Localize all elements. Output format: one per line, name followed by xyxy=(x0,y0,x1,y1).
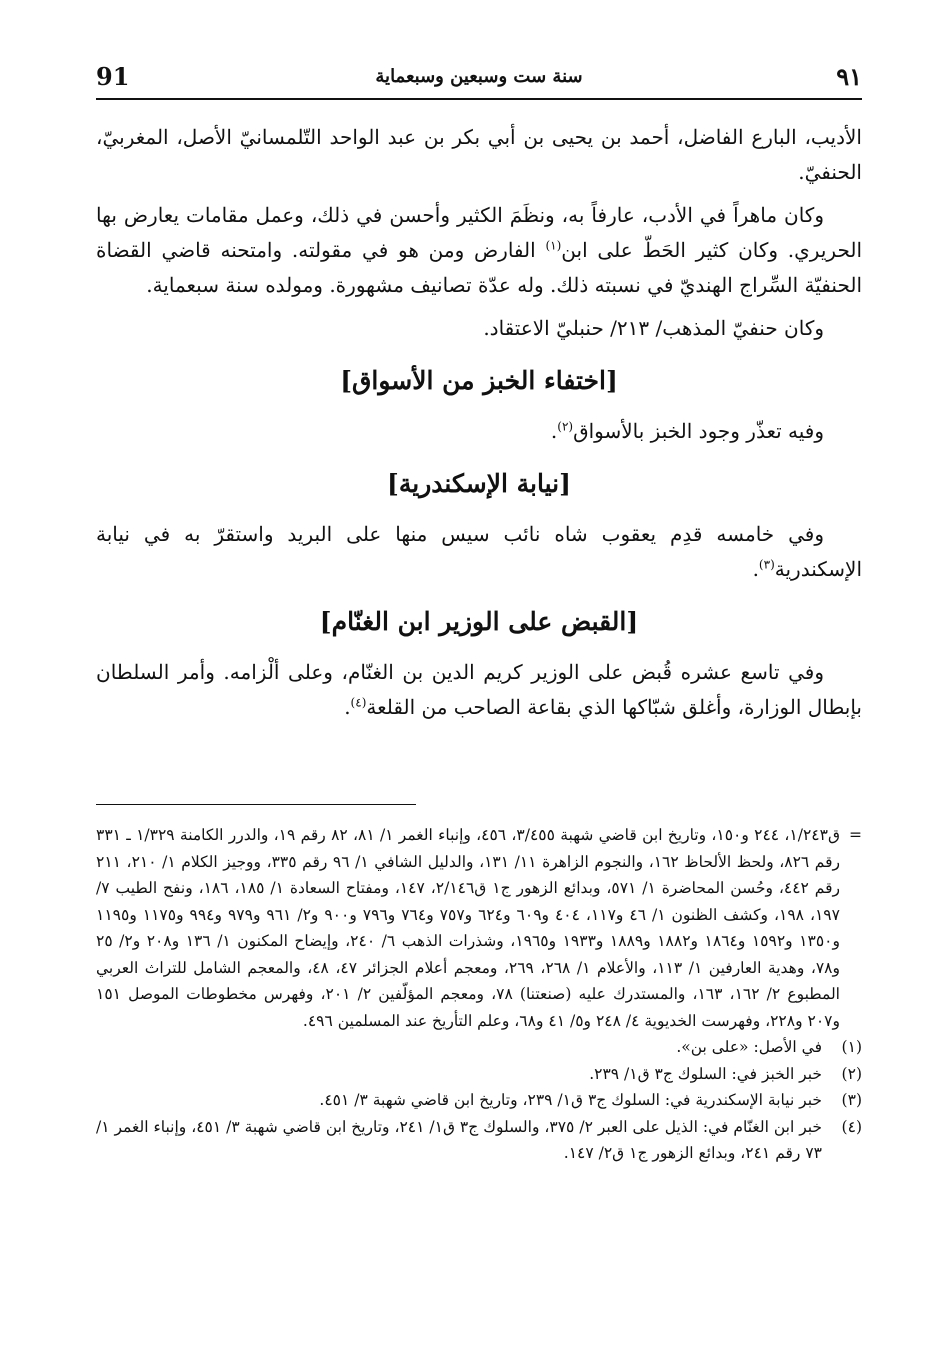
paragraph-biography-opening: الأديب، البارع الفاضل، أحمد بن يحيى بن أبي بكر بن عبد الواحد التّلمسانيّ الأصل، المغربيّ، الحنفيّ. xyxy=(96,125,862,184)
paragraph-bread xyxy=(96,414,862,449)
footnote-ref-3: (٣) xyxy=(758,557,775,572)
paragraph-biography-details xyxy=(96,198,862,303)
footnote-number: (٣) xyxy=(841,1091,862,1109)
footnote-ref-2: (٢) xyxy=(557,419,574,434)
footnotes xyxy=(96,822,862,1167)
paragraph-alexandria xyxy=(96,517,862,587)
paragraph-text: . xyxy=(344,695,351,719)
footnote-text: خبر الخبز في: السلوك ج٣ ق١/ ٢٣٩. xyxy=(589,1064,822,1083)
section-heading-alexandria: [نيابة الإسكندرية] xyxy=(387,469,571,498)
paragraph-text: الفارض ومن هو في مقولته. وامتحنه قاضي القضاة الحنفيّة السِّراج الهنديّ في نسبته ذلك. وله عدّة تصانيف مشهورة. ومولده سنة سبعماية. xyxy=(96,238,862,297)
page-number-latin: 91 xyxy=(96,62,130,91)
footnote-text: في الأصل: «على بن». xyxy=(676,1038,822,1056)
footnote-number: (٢) xyxy=(841,1064,862,1083)
paragraph-text: وفيه تعذّر وجود الخبز بالأسواق xyxy=(573,419,824,443)
footnote-number: (١) xyxy=(841,1038,862,1056)
paragraph-text: . xyxy=(550,419,558,443)
paragraph-vizier xyxy=(96,655,862,725)
paragraph-text: وفي خامسه قدِم يعقوب شاه نائب سيس منها على البريد واستقرّ به في نيابة الإسكندرية xyxy=(96,522,862,581)
footnote-text: ق١/٢٤٣، ٢٤٤ و١٥٠، وتاريخ ابن قاضي شهبة ٣/٤٥٥، ٤٥٦، وإنباء الغمر ١/ ٨١، ٨٢ رقم ١٩، والدرر الكامنة ١/٣٢٩ ـ ٣٣١ رقم ٨٢٦، ولحظ الألحاظ ١٦٢، والنجوم الزاهرة ١١/ ١٣١، والدليل الشافي ١/ ٩٦ رقم ٣٣٥، ووجيز الكلام ١/ ٢١٠، ٢١١ رقم ٤٤٢، وحُسن المحاضرة ١/ ٥٧١، وبدائع الزهور ج١ ق٢/١٤٦، ١٤٧، ومفتاح السعادة ١/ ١٨٥، ١٨٦، ونفح الطيب ٧/ ١٩٧، ١٩٨، وكشف الظنون ١/ ٤٦ و١١٧، ٤٠٤ و٦٠٩ و٦٢٤ و٧٥٧ و٧٦٤ و٧٩٦ و٩٠٠ و٢/ ٩٦١ و٩٧٩ و٩٩٤ و١١٧٥ و١١٩٥ و١٣٥٠ و١٥٩٢ و١٨٦٤ و١٨٨٢ و١٨٨٩ و١٩٣٣ و١٩٦٥، وشذرات الذهب ٦/ ٢٤٠، وإيضاح المكنون ١/ ١٣٦ و٢٠٨ و٢/ ٢٥ و٧٨، وهدية العارفين ١/ ١١٣، والأعلام ١/ ٢٦٨، ٢٦٩، ومعجم أعلام الجزائر ٤٧، ٤٨، والمعجم الشامل للتراث العربي المطبوع ٢/ ١٦٢، ١٦٣، والمستدرك عليه (صنعتنا) ٧٨، ومعجم المؤلّفين ٢/ ٢٠١، وفهرس مخطوطات الموصل ١٥١ و٢٠٧ و٢٢٨، وفهرست الخديوية ٤/ ٢٤٨ و٥/ ٤١ و٦٨، وعلم التأريخ عند المسلمين ٤٩٦. xyxy=(96,826,841,1030)
header-rule xyxy=(96,98,862,100)
paragraph-text: وكان ماهراً في الأدب، عارفاً به، ونظَمَ الكثير وأحسن في ذلك، وعمل مقامات يعارض بها الحريري. وكان كثير الحَطّ على ابن xyxy=(96,203,862,262)
footnote-text: خبر نيابة الإسكندرية في: السلوك ج٣ ق١/ ٢٣٩، وتاريخ ابن قاضي شهبة ٣/ ٤٥١. xyxy=(319,1091,822,1109)
footnote-1 xyxy=(96,1034,862,1061)
page-header xyxy=(96,62,862,92)
paragraph-madhhab: وكان حنفيّ المذهب/ ٢١٣/ حنبليّ الاعتقاد. xyxy=(483,316,824,340)
footnote-3 xyxy=(96,1087,862,1114)
continuation-mark: = xyxy=(849,826,862,844)
main-text xyxy=(96,120,862,725)
paragraph-text: . xyxy=(752,557,759,581)
footnote-ref-4: (٤) xyxy=(350,695,367,710)
footnote-ref-1: (١) xyxy=(545,238,562,253)
footnote-continuation xyxy=(96,822,862,1034)
section-heading-vizier: [القبض على الوزير ابن الغنّام] xyxy=(319,607,639,636)
section-heading-bread: [اختفاء الخبز من الأسواق] xyxy=(340,366,618,395)
paragraph-text: وفي تاسع عشره قُبض على الوزير كريم الدين بن الغنّام، وعلى ألْزامه. وأمر السلطان بإبطال الوزارة، وأغلق شبّاكها الذي بقاعة الصاحب من القلعة xyxy=(96,660,862,719)
footnote-text: خبر ابن الغنّام في: الذيل على العبر ٢/ ٣٧٥، والسلوك ج٣ ق١/ ٢٤١، وتاريخ ابن قاضي شهبة ٣/ ٤٥١، وإنباء الغمر ١/ ٧٣ رقم ٢٤١، وبدائع الزهور ج١ ق٢/ ١٤٧. xyxy=(96,1117,823,1162)
book-page xyxy=(96,56,862,1326)
footnote-number: (٤) xyxy=(841,1117,862,1136)
footnote-4 xyxy=(96,1114,862,1167)
footnote-2 xyxy=(96,1061,862,1088)
running-title: سنة ست وسبعين وسبعماية xyxy=(375,66,583,87)
page-number-arabic: ٩١ xyxy=(836,62,862,91)
footnote-separator xyxy=(96,804,416,805)
